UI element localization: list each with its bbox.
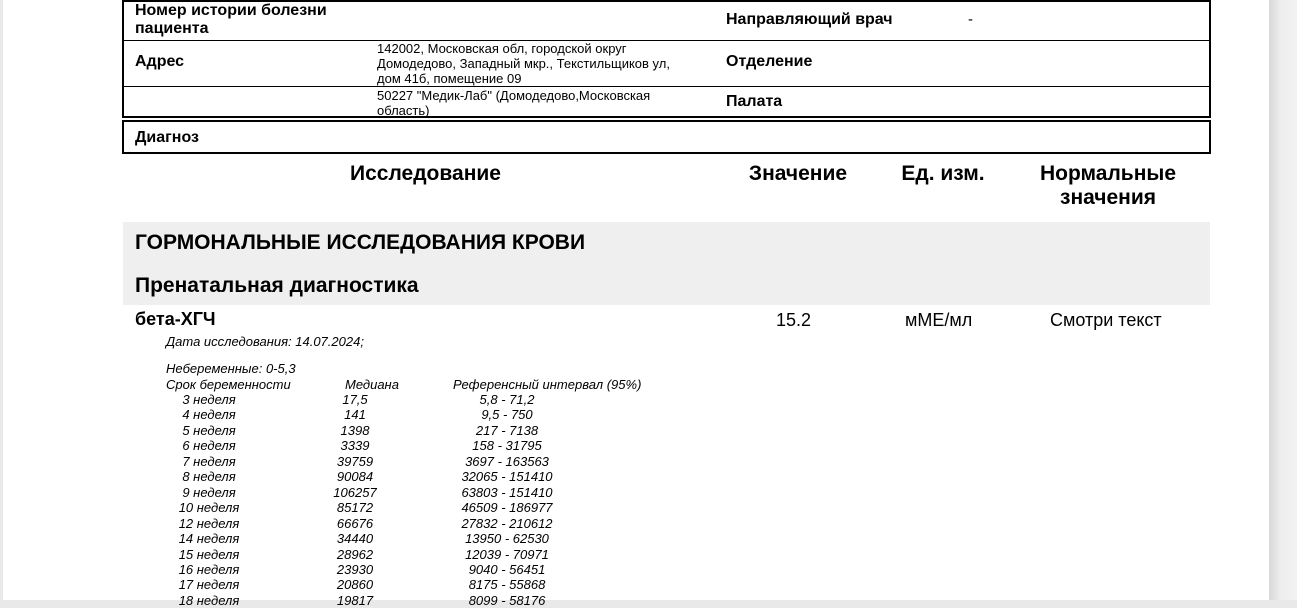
row-divider-2: [122, 86, 1211, 87]
ref-interval: 46509 - 186977: [461, 500, 553, 515]
history-label: Номер истории болезни пациента: [135, 2, 327, 37]
ref-median: 66676: [336, 516, 374, 531]
ref-median: 28962: [336, 547, 374, 562]
result-value: 15.2: [776, 310, 812, 330]
ref-term: 12 неделя: [178, 516, 240, 531]
date-note: Дата исследования: 14.07.2024;: [166, 334, 364, 349]
ref-interval: 32065 - 151410: [461, 469, 553, 484]
ref-interval: 158 - 31795: [472, 438, 542, 453]
table-border-right: [1209, 0, 1211, 117]
section-title: ГОРМОНАЛЬНЫЕ ИССЛЕДОВАНИЯ КРОВИ: [135, 231, 586, 254]
ref-median: 23930: [336, 562, 374, 577]
ref-median: 20860: [336, 577, 374, 592]
ref-term: 15 неделя: [178, 547, 240, 562]
ref-interval: 12039 - 70971: [465, 547, 549, 562]
header-normal: Нормальные значения: [1039, 162, 1177, 209]
ref-interval: 13950 - 62530: [465, 531, 549, 546]
header-study: Исследование: [350, 162, 501, 185]
ref-term: 3 неделя: [182, 392, 236, 407]
diagnosis-label: Диагноз: [135, 129, 199, 146]
ref-term: 18 неделя: [178, 593, 240, 608]
ref-median: 17,5: [342, 392, 368, 407]
ref-median: 19817: [336, 593, 374, 608]
ref-term: 8 неделя: [182, 469, 236, 484]
address-label: Адрес: [135, 53, 185, 70]
ward-label: Палата: [726, 93, 783, 110]
ref-term: 4 неделя: [182, 407, 236, 422]
ref-term: 14 неделя: [178, 531, 240, 546]
diagnosis-box: [122, 120, 1211, 154]
ref-median: 106257: [333, 485, 377, 500]
ref-interval: 9040 - 56451: [468, 562, 546, 577]
lab-value: 50227 "Медик-Лаб" (Домодедово,Московская область): [377, 88, 651, 118]
nonpregnant-note: Небеременные: 0-5,3: [166, 361, 296, 376]
result-unit: мМЕ/мл: [905, 310, 973, 330]
header-value: Значение: [748, 162, 848, 185]
ref-median: 141: [344, 407, 366, 422]
ref-term: 9 неделя: [182, 485, 236, 500]
ref-median: 90084: [336, 469, 374, 484]
result-normal: Смотри текст: [1050, 310, 1162, 330]
ref-interval: 217 - 7138: [475, 423, 539, 438]
ref-header-interval: Референсный интервал (95%): [453, 377, 642, 392]
ref-interval: 8175 - 55868: [468, 577, 546, 592]
ref-interval: 3697 - 163563: [465, 454, 549, 469]
referring-doctor-value: -: [968, 11, 973, 28]
referring-doctor-label: Направляющий врач: [726, 11, 893, 28]
ref-interval: 8099 - 58176: [468, 593, 546, 608]
section-subtitle: Пренатальная диагностика: [135, 274, 419, 297]
ref-interval: 27832 - 210612: [461, 516, 553, 531]
department-label: Отделение: [726, 53, 813, 70]
ref-median: 39759: [336, 454, 374, 469]
ref-median: 85172: [336, 500, 374, 515]
ref-term: 16 неделя: [178, 562, 240, 577]
ref-term: 17 неделя: [178, 577, 240, 592]
ref-interval: 9,5 - 750: [481, 407, 533, 422]
result-name: бета-ХГЧ: [135, 309, 216, 329]
ref-interval: 63803 - 151410: [461, 485, 553, 500]
table-border-left: [122, 0, 124, 117]
ref-median: 1398: [340, 423, 370, 438]
ref-header-median: Медиана: [345, 377, 399, 392]
address-value: 142002, Московская обл, городской округ Домодедово, Западный мкр., Текстильщиков ул, дом 41б, помещение 09: [377, 41, 670, 86]
ref-interval: 5,8 - 71,2: [479, 392, 535, 407]
ref-term: 7 неделя: [182, 454, 236, 469]
ref-median: 3339: [340, 438, 370, 453]
report-page: [3, 0, 1269, 608]
viewer-margin: [1269, 0, 1297, 600]
ref-term: 5 неделя: [182, 423, 236, 438]
ref-term: 6 неделя: [182, 438, 236, 453]
ref-median: 34440: [336, 531, 374, 546]
ref-term: 10 неделя: [178, 500, 240, 515]
header-unit: Ед. изм.: [901, 162, 985, 185]
ref-header-term: Срок беременности: [166, 377, 291, 392]
